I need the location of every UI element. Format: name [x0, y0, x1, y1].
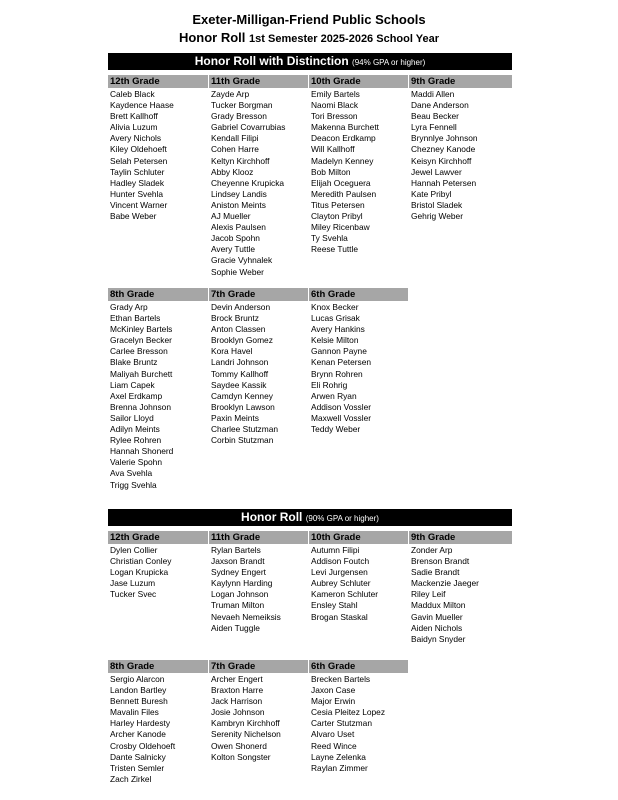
- grade-name-list: [211, 545, 281, 634]
- student-name: Grady Bresson: [211, 111, 267, 122]
- student-name: AJ Mueller: [211, 211, 251, 222]
- student-name: Anton Classen: [211, 324, 266, 335]
- student-name: Owen Shonerd: [211, 740, 267, 751]
- grade-name-list: [211, 89, 285, 278]
- student-name: Archer Engert: [211, 674, 263, 684]
- student-name: Kelsie Milton: [311, 335, 359, 346]
- student-name: Clayton Pribyl: [311, 211, 363, 222]
- student-name: Gabriel Covarrubias: [211, 122, 286, 133]
- student-name: McKinley Bartels: [110, 324, 173, 335]
- honor-roll-label: Honor Roll: [178, 30, 246, 45]
- distinction-note: (94% GPA or higher): [352, 58, 426, 67]
- grade-name-list: [311, 89, 379, 255]
- student-name: Dylen Collier: [110, 545, 158, 555]
- grade-header-row: [108, 531, 512, 544]
- student-name: Jaxson Brandt: [211, 556, 265, 567]
- student-name: Aniston Meints: [211, 199, 266, 210]
- student-name: Madelyn Kenney: [311, 155, 374, 166]
- student-name: Alivia Luzum: [110, 122, 158, 133]
- student-name: Paxin Meints: [211, 412, 259, 423]
- grade-header: 10th Grade: [309, 531, 408, 544]
- student-name: Kambryn Kirchhoff: [211, 718, 280, 729]
- student-name: Harley Hardesty: [110, 718, 171, 729]
- grade-name-list: [411, 545, 479, 645]
- student-name: Zonder Arp: [411, 545, 453, 555]
- student-name: Crosby Oldehoeft: [110, 740, 176, 751]
- student-name: Emily Bartels: [311, 89, 360, 99]
- student-name: Babe Weber: [110, 211, 157, 222]
- student-name: Devin Anderson: [211, 302, 271, 312]
- student-name: Chezney Kanode: [411, 144, 476, 155]
- student-name: Carter Stutzman: [311, 718, 372, 729]
- student-name: Cheyenne Krupicka: [211, 177, 285, 188]
- student-name: Abby Klooz: [211, 166, 254, 177]
- page-title: Exeter-Milligan-Friend Public Schools: [192, 12, 426, 27]
- student-name: Beau Becker: [411, 111, 459, 122]
- grade-header: 12th Grade: [108, 531, 208, 544]
- student-name: Alexis Paulsen: [211, 222, 266, 233]
- grade-header: 6th Grade: [309, 660, 408, 673]
- student-name: Ethan Bartels: [110, 313, 161, 324]
- student-name: Addison Foutch: [311, 556, 370, 567]
- student-name: Tori Bresson: [311, 111, 358, 122]
- student-name: Riley Leif: [411, 589, 446, 600]
- student-name: Sydney Engert: [211, 567, 266, 578]
- student-name: Meredith Paulsen: [311, 188, 377, 199]
- student-name: Trigg Svehla: [110, 479, 157, 490]
- student-name: Tristen Semler: [110, 762, 165, 773]
- student-name: Brenson Brandt: [411, 556, 470, 567]
- student-name: Nevaeh Nemeiksis: [211, 611, 281, 622]
- student-name: Kaydence Haase: [110, 100, 174, 111]
- student-name: Aiden Tuggle: [211, 622, 260, 633]
- student-name: Brogan Staskal: [311, 611, 368, 622]
- grade-header-row: [108, 75, 512, 88]
- student-name: Jacob Spohn: [211, 233, 260, 244]
- student-name: Maddux Milton: [411, 600, 466, 611]
- student-name: Carlee Bresson: [110, 346, 168, 357]
- student-name: Brecken Bartels: [311, 674, 371, 684]
- student-name: Mackenzie Jaeger: [411, 578, 479, 589]
- grade-header: 12th Grade: [108, 75, 208, 88]
- student-name: Jaxon Case: [311, 685, 356, 696]
- student-name: Saydee Kassik: [211, 379, 267, 390]
- grade-header: 11th Grade: [209, 531, 308, 544]
- student-name: Eli Rohrig: [311, 379, 348, 390]
- student-name: Dane Anderson: [411, 100, 469, 111]
- student-name: Knox Becker: [311, 302, 359, 312]
- student-name: Major Erwin: [311, 696, 356, 707]
- student-name: Hannah Shonerd: [110, 446, 174, 457]
- student-name: Layne Zelenka: [311, 751, 366, 762]
- grade-header: 11th Grade: [209, 75, 308, 88]
- student-name: Naomi Black: [311, 100, 359, 111]
- semester-label: 1st Semester 2025-2026 School Year: [249, 33, 440, 45]
- student-name: Landri Johnson: [211, 357, 269, 368]
- student-name: Tucker Borgman: [211, 100, 273, 111]
- grade-header: 8th Grade: [108, 660, 208, 673]
- student-name: Liam Capek: [110, 379, 155, 390]
- student-name: Kiley Oldehoeft: [110, 144, 167, 155]
- honor-banner: [108, 509, 512, 526]
- student-name: Maxwell Vossler: [311, 412, 372, 423]
- student-name: Maliyah Burchett: [110, 368, 173, 379]
- student-name: Kameron Schluter: [311, 589, 379, 600]
- student-name: Kolton Songster: [211, 751, 271, 762]
- student-name: Brett Kallhoff: [110, 111, 158, 122]
- student-name: Archer Kanode: [110, 729, 166, 740]
- student-name: Zayde Arp: [211, 89, 250, 99]
- student-name: Tucker Svec: [110, 589, 157, 600]
- student-name: Camdyn Kenney: [211, 390, 273, 401]
- student-name: Zach Zirkel: [110, 773, 152, 784]
- student-name: Makenna Burchett: [311, 122, 379, 133]
- student-name: Brynnlye Johnson: [411, 133, 478, 144]
- student-name: Valerie Spohn: [110, 457, 162, 468]
- student-name: Ensley Stahl: [311, 600, 358, 611]
- student-name: Kaylynn Harding: [211, 578, 273, 589]
- student-name: Reese Tuttle: [311, 244, 359, 255]
- student-name: Lucas Grisak: [311, 313, 360, 324]
- student-name: Kendall Filipi: [211, 133, 259, 144]
- grade-header-row: [108, 288, 512, 301]
- student-name: Cohen Harre: [211, 144, 259, 155]
- student-name: Gannon Payne: [311, 346, 367, 357]
- student-name: Logan Johnson: [211, 589, 269, 600]
- student-name: Tommy Kallhoff: [211, 368, 269, 379]
- student-name: Kenan Petersen: [311, 357, 372, 368]
- student-name: Mavalin Files: [110, 707, 159, 718]
- student-name: Brooklyn Gomez: [211, 335, 273, 346]
- student-name: Baidyn Snyder: [411, 633, 466, 644]
- student-name: Lyra Fennell: [411, 122, 457, 133]
- student-name: Serenity Nichelson: [211, 729, 281, 740]
- student-name: Bristol Sladek: [411, 199, 463, 210]
- student-name: Alvaro Uset: [311, 729, 355, 740]
- student-name: Gavin Mueller: [411, 611, 463, 622]
- grade-header: 7th Grade: [209, 660, 308, 673]
- student-name: Gehrig Weber: [411, 211, 463, 222]
- grade-header: 9th Grade: [409, 531, 512, 544]
- student-name: Autumn Filipi: [311, 545, 360, 555]
- student-name: Landon Bartley: [110, 685, 167, 696]
- student-name: Blake Bruntz: [110, 357, 158, 368]
- student-name: Reed Wince: [311, 740, 357, 751]
- grade-header: 8th Grade: [108, 288, 208, 301]
- student-name: Jack Harrison: [211, 696, 263, 707]
- student-name: Ava Svehla: [110, 468, 153, 479]
- student-name: Selah Petersen: [110, 155, 168, 166]
- grade-header: 9th Grade: [409, 75, 512, 88]
- student-name: Sailor Lloyd: [110, 412, 154, 423]
- grade-name-list: [411, 89, 478, 222]
- page-subtitle: [0, 30, 618, 47]
- distinction-banner: [108, 53, 512, 70]
- student-name: Jewel Lawver: [411, 166, 462, 177]
- distinction-title: Honor Roll with Distinction: [194, 54, 349, 68]
- student-name: Christian Conley: [110, 556, 172, 567]
- student-name: Elijah Oceguera: [311, 177, 371, 188]
- grade-name-list: [110, 545, 171, 600]
- student-name: Aiden Nichols: [411, 622, 463, 633]
- student-name: Hadley Sladek: [110, 177, 165, 188]
- grade-name-list: [311, 545, 378, 623]
- grade-name-list: [211, 302, 278, 446]
- student-name: Jase Luzum: [110, 578, 156, 589]
- student-name: Sophie Weber: [211, 266, 264, 277]
- grade-header: 7th Grade: [209, 288, 308, 301]
- grade-name-list: [311, 674, 385, 774]
- student-name: Charlee Stutzman: [211, 424, 279, 435]
- student-name: Brenna Johnson: [110, 401, 171, 412]
- student-name: Axel Erdkamp: [110, 390, 163, 401]
- student-name: Ty Svehla: [311, 233, 348, 244]
- student-name: Gracie Vyhnalek: [211, 255, 273, 266]
- student-name: Rylee Rohren: [110, 435, 162, 446]
- student-name: Grady Arp: [110, 302, 148, 312]
- student-name: Braxton Harre: [211, 685, 264, 696]
- student-name: Avery Nichols: [110, 133, 162, 144]
- student-name: Hunter Svehla: [110, 188, 164, 199]
- student-name: Bob Milton: [311, 166, 351, 177]
- student-name: Aubrey Schluter: [311, 578, 371, 589]
- grade-name-list: [211, 674, 281, 763]
- student-name: Deacon Erdkamp: [311, 133, 376, 144]
- student-name: Caleb Black: [110, 89, 155, 99]
- student-name: Sadie Brandt: [411, 567, 460, 578]
- grade-name-list: [110, 302, 173, 491]
- student-name: Keisyn Kirchhoff: [411, 155, 472, 166]
- student-name: Brock Bruntz: [211, 313, 259, 324]
- grade-name-list: [110, 89, 174, 222]
- student-name: Hannah Petersen: [411, 177, 477, 188]
- student-name: Truman Milton: [211, 600, 265, 611]
- student-name: Teddy Weber: [311, 424, 361, 435]
- student-name: Levi Jurgensen: [311, 567, 368, 578]
- student-name: Bennett Buresh: [110, 696, 168, 707]
- student-name: Gracelyn Becker: [110, 335, 172, 346]
- student-name: Josie Johnson: [211, 707, 265, 718]
- student-name: Titus Petersen: [311, 199, 365, 210]
- student-name: Taylin Schluter: [110, 166, 165, 177]
- student-name: Addison Vossler: [311, 401, 372, 412]
- student-name: Kate Pribyl: [411, 188, 452, 199]
- student-name: Maddi Allen: [411, 89, 455, 99]
- student-name: Miley Ricenbaw: [311, 222, 370, 233]
- student-name: Avery Tuttle: [211, 244, 256, 255]
- honor-title: Honor Roll: [241, 510, 303, 524]
- grade-name-list: [311, 302, 371, 435]
- student-name: Raylan Zimmer: [311, 762, 368, 773]
- student-name: Arwen Ryan: [311, 390, 357, 401]
- student-name: Brooklyn Lawson: [211, 401, 275, 412]
- student-name: Lindsey Landis: [211, 188, 267, 199]
- student-name: Dante Salnicky: [110, 751, 166, 762]
- student-name: Brynn Rohren: [311, 368, 363, 379]
- student-name: Will Kallhoff: [311, 144, 355, 155]
- student-name: Cesia Pleitez Lopez: [311, 707, 386, 718]
- student-name: Keltyn Kirchhoff: [211, 155, 270, 166]
- student-name: Logan Krupicka: [110, 567, 169, 578]
- student-name: Kora Havel: [211, 346, 253, 357]
- grade-name-list: [110, 674, 175, 785]
- grade-header: 6th Grade: [309, 288, 408, 301]
- student-name: Sergio Alarcon: [110, 674, 165, 684]
- student-name: Corbin Stutzman: [211, 435, 274, 446]
- student-name: Adilyn Meints: [110, 424, 160, 435]
- grade-header: 10th Grade: [309, 75, 408, 88]
- student-name: Avery Hankins: [311, 324, 365, 335]
- student-name: Vincent Warner: [110, 199, 168, 210]
- grade-header-row: [108, 660, 512, 673]
- student-name: Rylan Bartels: [211, 545, 261, 555]
- honor-note: (90% GPA or higher): [305, 514, 379, 523]
